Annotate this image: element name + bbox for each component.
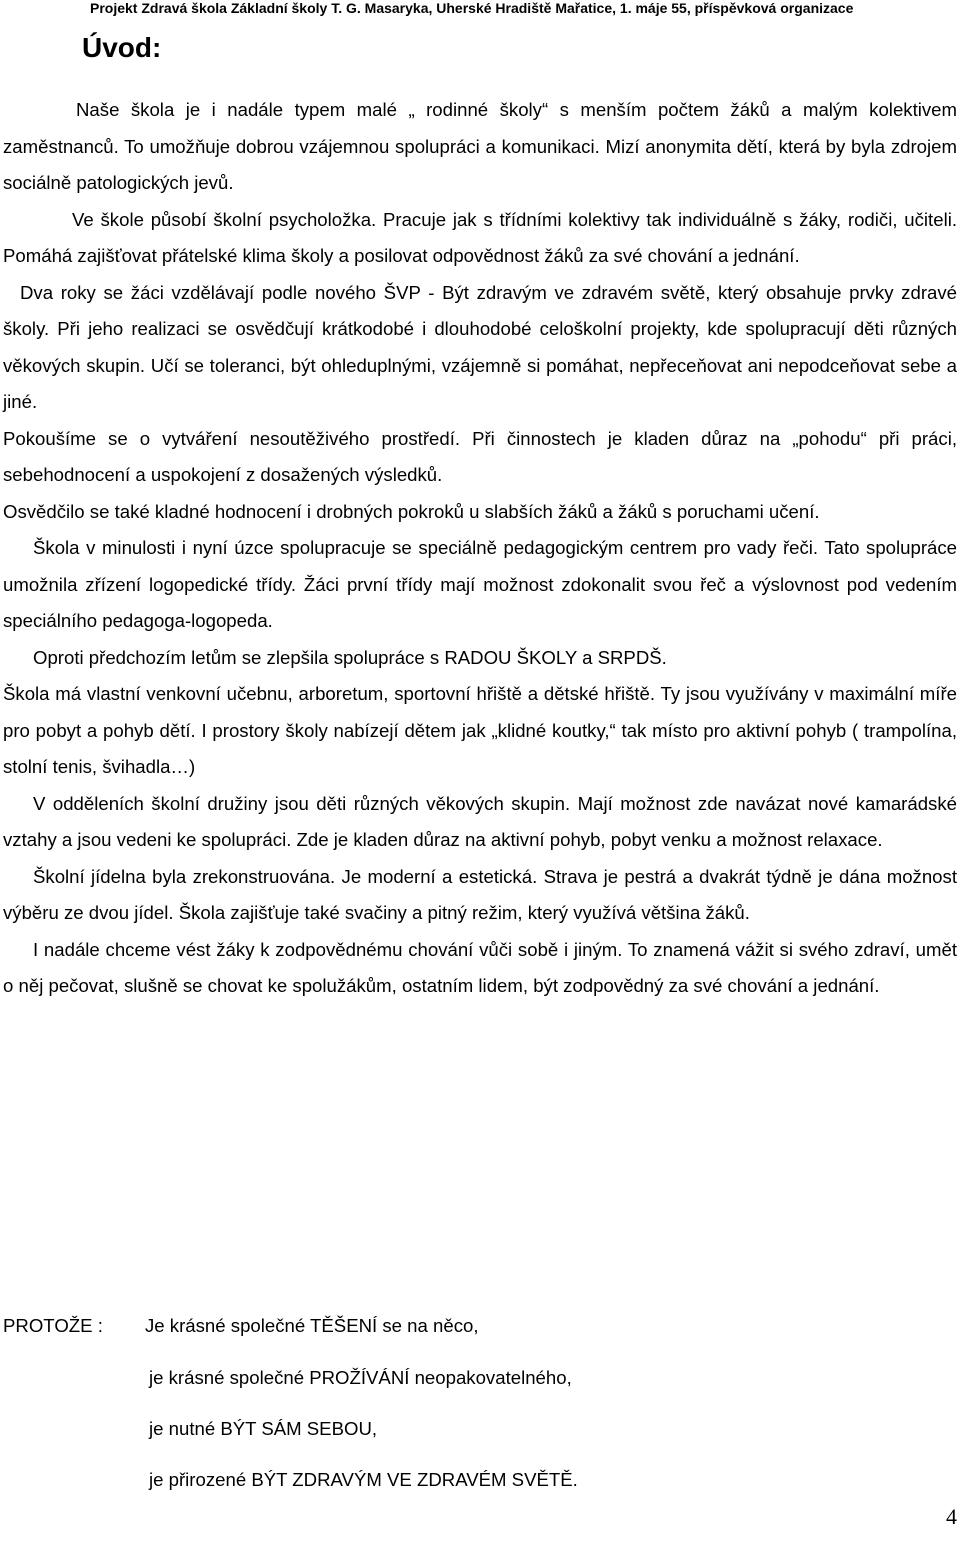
paragraph-after-school: V odděleních školní družiny jsou děti různých věkových skupin. Mají možnost zde navázat nové kamarádské vztahy a jsou vedeni ke spolupráci. Zde je kladen důraz na aktivní pohyb, pobyt venku a možnost relaxace. [3,792,957,850]
paragraph-canteen: Školní jídelna byla zrekonstruována. Je moderní a estetická. Strava je pestrá a dvakrát týdně je dána možnost výběru ze dvou jídel. Škola zajišťuje také svačiny a pitný režim, který využívá většina žáků. [3,865,957,923]
paragraph-facilities: Škola má vlastní venkovní učebnu, arboretum, sportovní hřiště a dětské hřiště. Ty jsou využívány v maximální míře pro pobyt a pohyb dětí. I prostory školy nabízejí dětem jak „klidné koutky,“ tak místo pro aktivní pohyb ( trampolína, stolní tenis, švihadla…) [3,683,957,777]
paragraph-school-council: Oproti předchozím letům se zlepšila spolupráce s RADOU ŠKOLY a SRPDŠ. [33,646,667,668]
section-title: Úvod: [82,32,162,63]
motto-line: Je krásné společné TĚŠENÍ se na něco, [145,1315,479,1336]
page-number: 4 [946,1504,957,1529]
paragraph-evaluation: Osvědčilo se také kladné hodnocení i drobných pokroků u slabších žáků a žáků s poruchami učení. [3,500,820,522]
motto-line: je nutné BÝT SÁM SEBOU, [149,1418,378,1439]
paragraph-environment: Pokoušíme se o vytváření nesoutěživého prostředí. Při činnostech je kladen důraz na „pohodu“ při práci, sebehodnocení a uspokojení z dosažených výsledků. [3,427,957,485]
page-header: Projekt Zdravá škola Základní školy T. G. Masaryka, Uherské Hradiště Mařatice, 1. máje 55, příspěvková organizace [90,0,854,16]
paragraph-svp: Dva roky se žáci vzdělávají podle nového ŠVP - Být zdravým ve zdravém světě, který obsahuje prvky zdravé školy. Při jeho realizaci se osvědčují krátkodobé i dlouhodobé celoškolní projekty, kde spolupracují děti různých věkových skupin. Učí se toleranci, být ohleduplnými, vzájemně si pomáhat, nepřeceňovat ani nepodceňovat sebe a jiné. [3,281,957,412]
paragraph-intro: Naše škola je i nadále typem malé „ rodinné školy“ s menším počtem žáků a malým kolektivem zaměstnanců. To umožňuje dobrou vzájemnou spolupráci a komunikaci. Mizí anonymita dětí, která by byla zdrojem sociálně patologických jevů. [3,99,957,193]
motto-line: je krásné společné PROŽÍVÁNÍ neopakovatelného, [149,1367,572,1388]
paragraph-speech-center: Škola v minulosti i nyní úzce spolupracuje se speciálně pedagogickým centrem pro vady řeči. Tato spolupráce umožnila zřízení logopedické třídy. Žáci první třídy mají možnost zdokonalit svou řeč a výslovnost pod vedením speciálního pedagoga-logopeda. [3,537,957,631]
motto-line: je přirozené BÝT ZDRAVÝM VE ZDRAVÉM SVĚTĚ. [149,1469,578,1490]
paragraph-responsibility: I nadále chceme vést žáky k zodpovědnému chování vůči sobě i jiným. To znamená vážit si svého zdraví, umět o něj pečovat, slušně se chovat ke spolužákům, ostatním lidem, být zodpovědný za své chování a jednání. [3,938,957,996]
motto-label: PROTOŽE : [3,1315,103,1336]
paragraph-psychologist: Ve škole působí školní psycholožka. Pracuje jak s třídními kolektivy tak individuálně s žáky, rodiči, učiteli. Pomáhá zajišťovat přátelské klima školy a posilovat odpovědnost žáků za své chování a jednání. [3,208,957,266]
body-text [3,92,957,1005]
